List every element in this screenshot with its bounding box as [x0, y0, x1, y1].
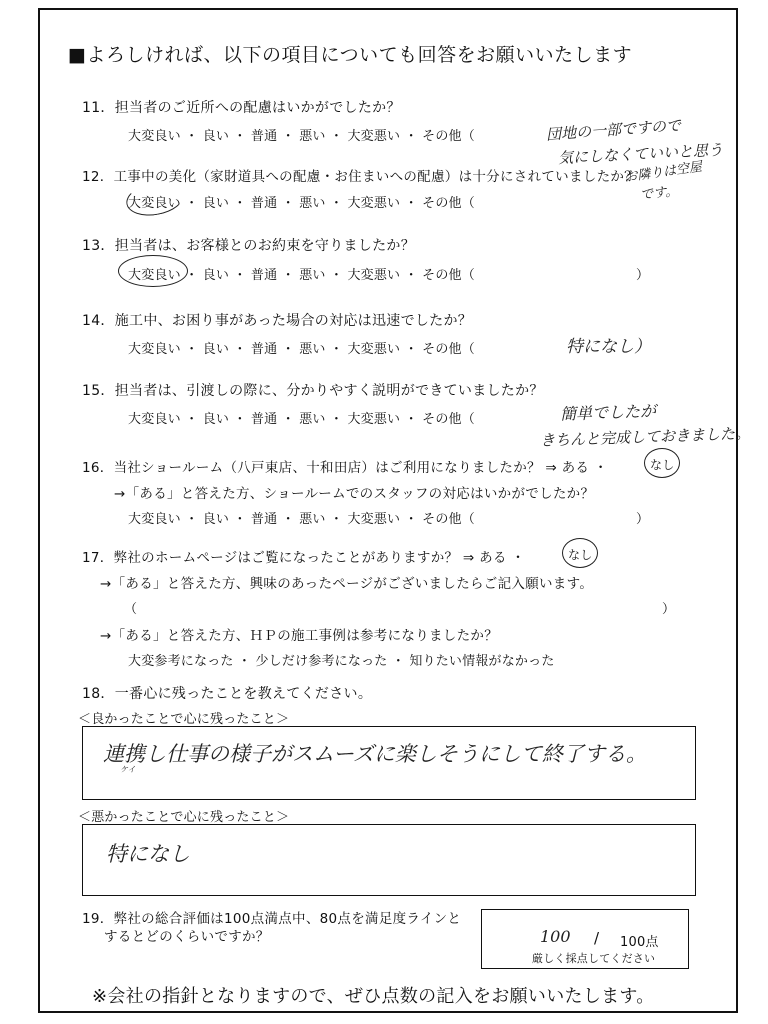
q13-question: 13．担当者は、お客様とのお約束を守りましたか？ — [82, 238, 416, 254]
page-title: ■よろしければ、以下の項目についても回答をお願いいたします — [68, 44, 633, 66]
q18-bad-label: ＜悪かったことで心に残ったこと＞ — [78, 810, 290, 825]
q16-sub-question: →「ある」と答えた方、ショールームでのスタッフの対応はいかがでしたか？ — [114, 486, 595, 502]
q19-score-value: 100 — [540, 927, 571, 946]
q17-paren-open: （ — [124, 602, 138, 617]
q18-bad-answer: 特になし — [106, 842, 190, 866]
q16-answer-nashi: なし — [650, 458, 675, 472]
q12-question: 12．工事中の美化（家財道具への配慮・お住まいへの配慮）は十分にされていましたか？ — [82, 169, 638, 185]
q11-handwritten-note-2: 気にしなくていいと思う — [557, 140, 724, 168]
q17-selection-circle — [562, 538, 598, 568]
q12-options: 大変良い ・ 良い ・ 普通 ・ 悪い ・ 大変悪い ・ その他（ — [128, 196, 475, 211]
q16-selection-circle — [644, 448, 680, 478]
q16-options: 大変良い ・ 良い ・ 普通 ・ 悪い ・ 大変悪い ・ その他（ — [128, 512, 475, 527]
q14-question: 14．施工中、お困り事があった場合の対応は迅速でしたか？ — [82, 313, 473, 329]
q19-score-slash: / — [594, 929, 600, 947]
q17-question: 17．弊社のホームページはご覧になったことがありますか？ ⇒ ある ・ — [82, 550, 526, 566]
q16-paren-close: ） — [636, 512, 650, 527]
q19-score-hint: 厳しく採点してください — [532, 952, 656, 965]
q14-options: 大変良い ・ 良い ・ 普通 ・ 悪い ・ 大変悪い ・ その他（ — [128, 342, 475, 357]
q15-question: 15．担当者は、引渡しの際に、分かりやすく説明ができていましたか？ — [82, 383, 544, 399]
q19-score-max: 100点 — [620, 935, 659, 950]
q17-paren-close: ） — [662, 602, 676, 617]
q17-answer-nashi: なし — [568, 548, 593, 562]
q11-handwritten-note-3: お隣りは空屋 — [623, 159, 703, 186]
q19-question-line-2: するとどのくらいですか？ — [104, 929, 270, 945]
q15-handwritten-note-1: 簡単でしたが — [559, 401, 657, 424]
q11-question: 11．担当者のご近所への配慮はいかがでしたか？ — [82, 100, 401, 116]
q17-sub-question-2: →「ある」と答えた方、ＨＰの施工事例は参考になりましたか？ — [100, 628, 499, 644]
q18-good-answer-ruby: ケイ — [120, 765, 136, 774]
q16-question: 16．当社ショールーム（八戸東店、十和田店）はご利用になりましたか？ ⇒ ある ・ — [82, 460, 608, 476]
q13-paren-close: ） — [636, 268, 650, 283]
q18-good-label: ＜良かったことで心に残ったこと＞ — [78, 712, 290, 727]
q15-handwritten-note-2: きちんと完成しておきました。 — [539, 424, 751, 450]
q17-sub-question-1: →「ある」と答えた方、興味のあったページがございましたらご記入願います。 — [100, 576, 594, 592]
q18-good-answer: 連携し仕事の様子がスムーズに楽しそうにして終了する。 — [103, 742, 647, 766]
q11-options: 大変良い ・ 良い ・ 普通 ・ 悪い ・ 大変悪い ・ その他（ — [128, 129, 475, 144]
q17-options: 大変参考になった ・ 少しだけ参考になった ・ 知りたい情報がなかった — [128, 654, 555, 669]
q19-question-line-1: 19．弊社の総合評価は100点満点中、80点を満足度ラインと — [82, 911, 462, 927]
q13-options: 大変良い ・ 良い ・ 普通 ・ 悪い ・ 大変悪い ・ その他（ — [128, 268, 475, 283]
q14-handwritten-note: 特になし） — [566, 337, 651, 357]
q15-options: 大変良い ・ 良い ・ 普通 ・ 悪い ・ 大変悪い ・ その他（ — [128, 412, 475, 427]
q11-handwritten-note-1: 団地の一部ですので — [545, 116, 682, 144]
q18-question: 18．一番心に残ったことを教えてください。 — [82, 686, 373, 702]
q13-selection-circle — [118, 255, 188, 287]
footer-note: ※会社の指針となりますので、ぜひ点数の記入をお願いいたします。 — [92, 986, 655, 1007]
q11-handwritten-note-4: です。 — [639, 184, 679, 203]
